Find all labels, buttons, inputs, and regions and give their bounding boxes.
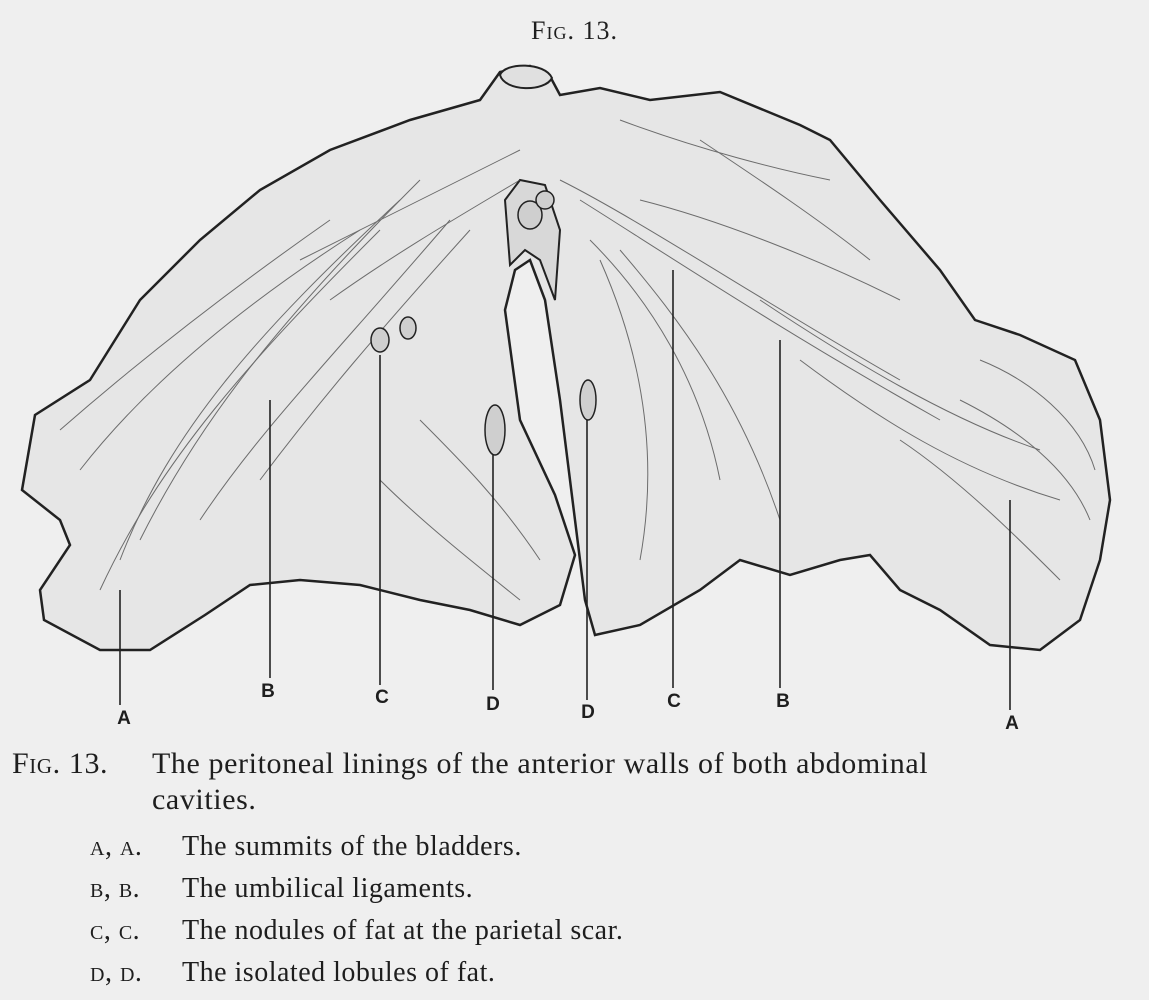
legend-text: The isolated lobules of fat.: [182, 957, 496, 988]
label-c-right: C: [667, 691, 681, 712]
legend-item: [90, 868, 623, 910]
umbilicus-knob: [500, 66, 552, 89]
label-d-left: D: [486, 694, 500, 715]
label-b-right: B: [776, 691, 790, 712]
label-a-right: A: [1005, 713, 1019, 734]
caption-text-2: cavities.: [152, 783, 257, 816]
legend-item: [90, 910, 623, 952]
peritoneal-lining-outline: [22, 66, 1110, 650]
figure-legend: [90, 826, 623, 994]
legend-key: d, d.: [90, 957, 143, 988]
label-d-right: D: [581, 702, 595, 723]
legend-key: b, b.: [90, 873, 141, 904]
caption-text-1: The peritoneal linings of the anterior walls of both abdominal: [152, 747, 929, 780]
legend-key: c, c.: [90, 915, 141, 946]
legend-item: [90, 826, 623, 868]
label-b-left: B: [261, 681, 275, 702]
label-a-left: A: [117, 708, 131, 729]
caption-figure-ref: Fig. 13.: [12, 747, 109, 780]
legend-text: The summits of the bladders.: [182, 831, 522, 862]
caption-line-1: [12, 744, 1142, 784]
figure-title: Fig. 13.: [531, 16, 618, 45]
legend-text: The umbilical ligaments.: [182, 873, 474, 904]
legend-item: [90, 952, 623, 994]
label-c-left: C: [375, 687, 389, 708]
figure-caption: [12, 744, 1142, 820]
legend-text: The nodules of fat at the parietal scar.: [182, 915, 624, 946]
legend-key: a, a.: [90, 831, 143, 862]
